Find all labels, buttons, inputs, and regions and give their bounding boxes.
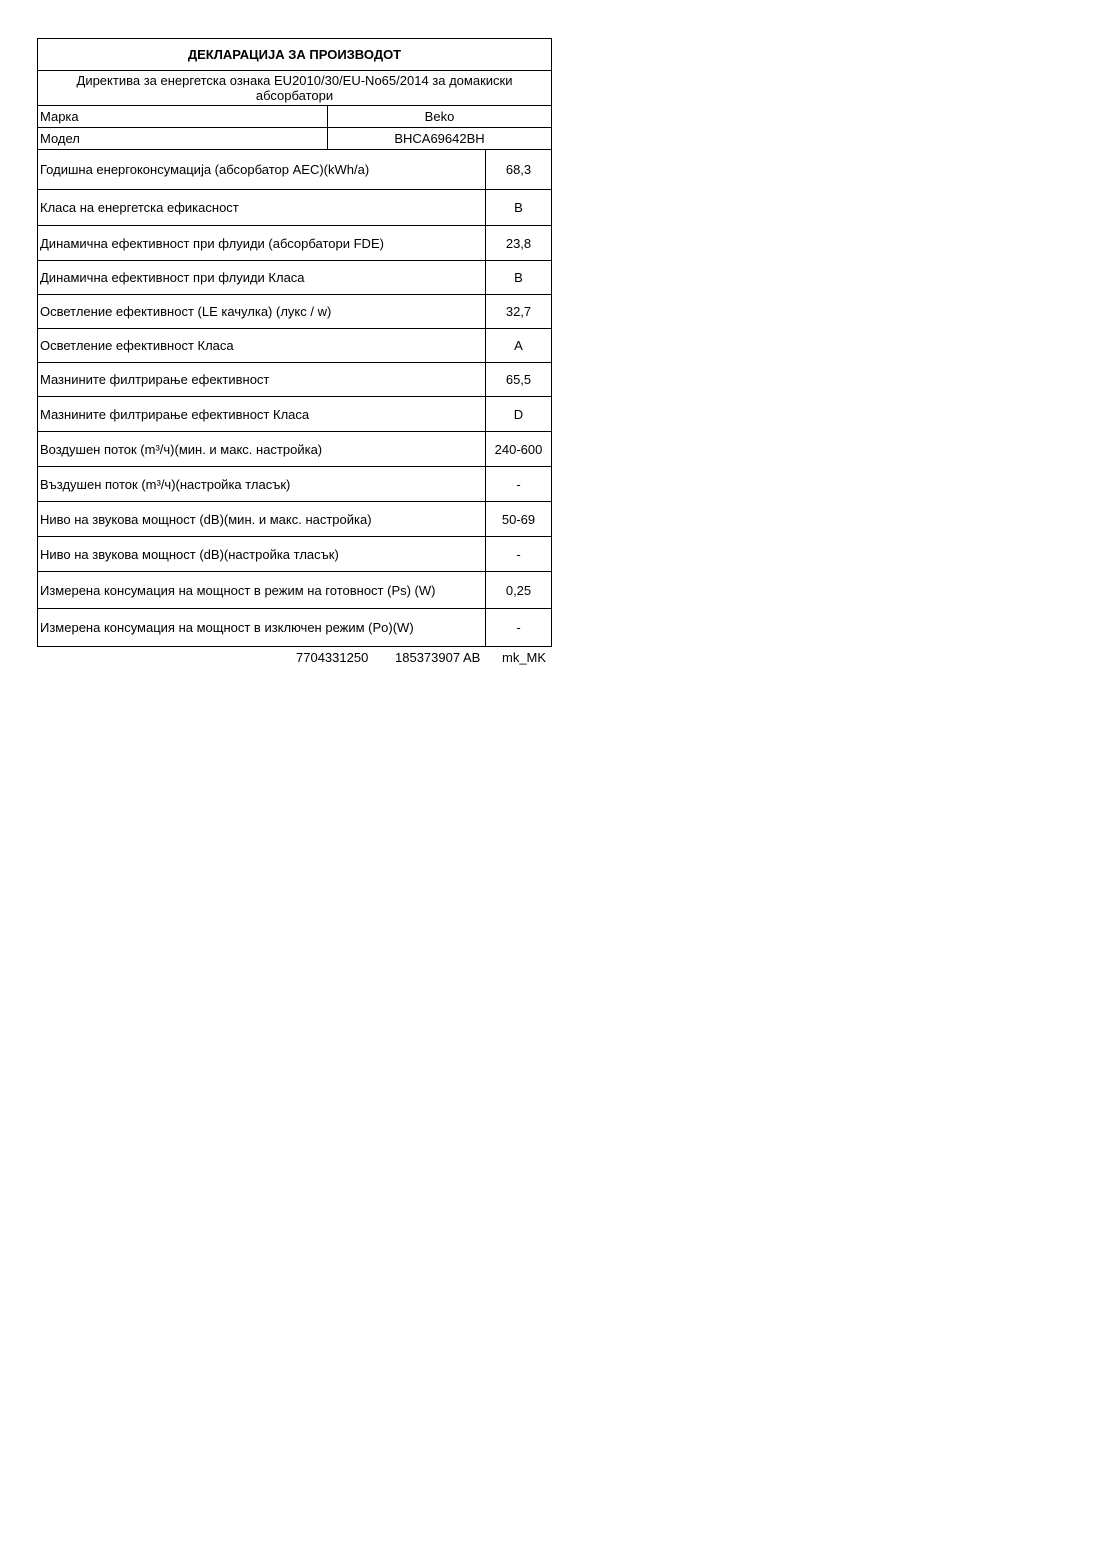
spec-value: 50-69 <box>501 511 536 527</box>
spec-label: Въздушен поток (m³/ч)(настройка тласък) <box>38 467 486 501</box>
spec-label: Годишна енергоконсумација (абсорбатор AEC)(kWh/a) <box>38 150 486 189</box>
footer-code: 185373907 AB <box>395 650 481 665</box>
spec-row-airflow-boost <box>38 467 551 502</box>
spec-label: Осветление ефективност Класа <box>38 329 486 362</box>
spec-label: Осветление ефективност (LE качулка) (лукс / w) <box>38 295 486 328</box>
spec-value: 240-600 <box>494 441 543 457</box>
spec-row-off-power <box>38 609 551 647</box>
spec-value: 0,25 <box>505 582 532 598</box>
spec-label: Измерена консумация на мощност в режим на готовност (Ps) (W) <box>38 572 486 608</box>
spec-value: D <box>513 406 524 422</box>
spec-row-fde-class <box>38 261 551 295</box>
spec-value: 32,7 <box>505 304 532 319</box>
spec-value: 65,5 <box>505 372 532 387</box>
spec-label: Ниво на звукова мощност (dB)(настройка тласък) <box>38 537 486 571</box>
spec-label: Измерена консумация на мощност в изключен режим (Po)(W) <box>38 609 486 646</box>
spec-label: Мазнините филтрирање ефективност Класа <box>38 397 486 431</box>
spec-label: Мазнините филтрирање ефективност <box>38 363 486 396</box>
directive-text: Директива за енергетска ознака EU2010/30/EU-No65/2014 за домакиски абсорбатори <box>38 71 551 106</box>
product-declaration-table <box>37 38 552 647</box>
footer-locale: mk_MK <box>502 650 547 665</box>
spec-label: Воздушен поток (m³/ч)(мин. и макс. настройка) <box>38 432 486 466</box>
footer-code: 7704331250 <box>296 650 369 665</box>
brand-label: Марка <box>38 106 328 127</box>
spec-value: - <box>516 620 521 635</box>
spec-row-noise <box>38 502 551 537</box>
brand-value: Beko <box>424 109 455 124</box>
spec-row-energy-class <box>38 190 551 226</box>
model-value: BHCA69642BH <box>394 131 485 146</box>
spec-label: Динамична ефективност при флуиди Класа <box>38 261 486 294</box>
spec-value: A <box>514 338 523 353</box>
spec-value: B <box>514 200 523 215</box>
spec-label: Класа на енергетска ефикасност <box>38 190 486 225</box>
spec-row-airflow <box>38 432 551 467</box>
spec-row-standby-power <box>38 572 551 609</box>
spec-value: - <box>516 546 521 562</box>
spec-row-grease-filter <box>38 363 551 397</box>
spec-value: 23,8 <box>505 235 532 251</box>
spec-label: Динамична ефективност при флуиди (абсорбатори FDE) <box>38 226 486 260</box>
spec-value: - <box>516 476 521 492</box>
spec-row-lighting-class <box>38 329 551 363</box>
spec-label: Ниво на звукова мощност (dB)(мин. и макс. настройка) <box>38 502 486 536</box>
spec-row-lighting <box>38 295 551 329</box>
spec-row-annual-energy <box>38 150 551 190</box>
document-footer <box>37 650 552 668</box>
spec-row-fde <box>38 226 551 261</box>
model-label: Модел <box>38 128 328 149</box>
spec-value: 68,3 <box>505 162 532 177</box>
model-row <box>38 128 551 150</box>
spec-row-noise-boost <box>38 537 551 572</box>
brand-row <box>38 106 551 128</box>
declaration-title: ДЕКЛАРАЦИЈА ЗА ПРОИЗВОДОТ <box>38 39 551 71</box>
spec-row-grease-filter-class <box>38 397 551 432</box>
spec-value: B <box>514 270 523 285</box>
